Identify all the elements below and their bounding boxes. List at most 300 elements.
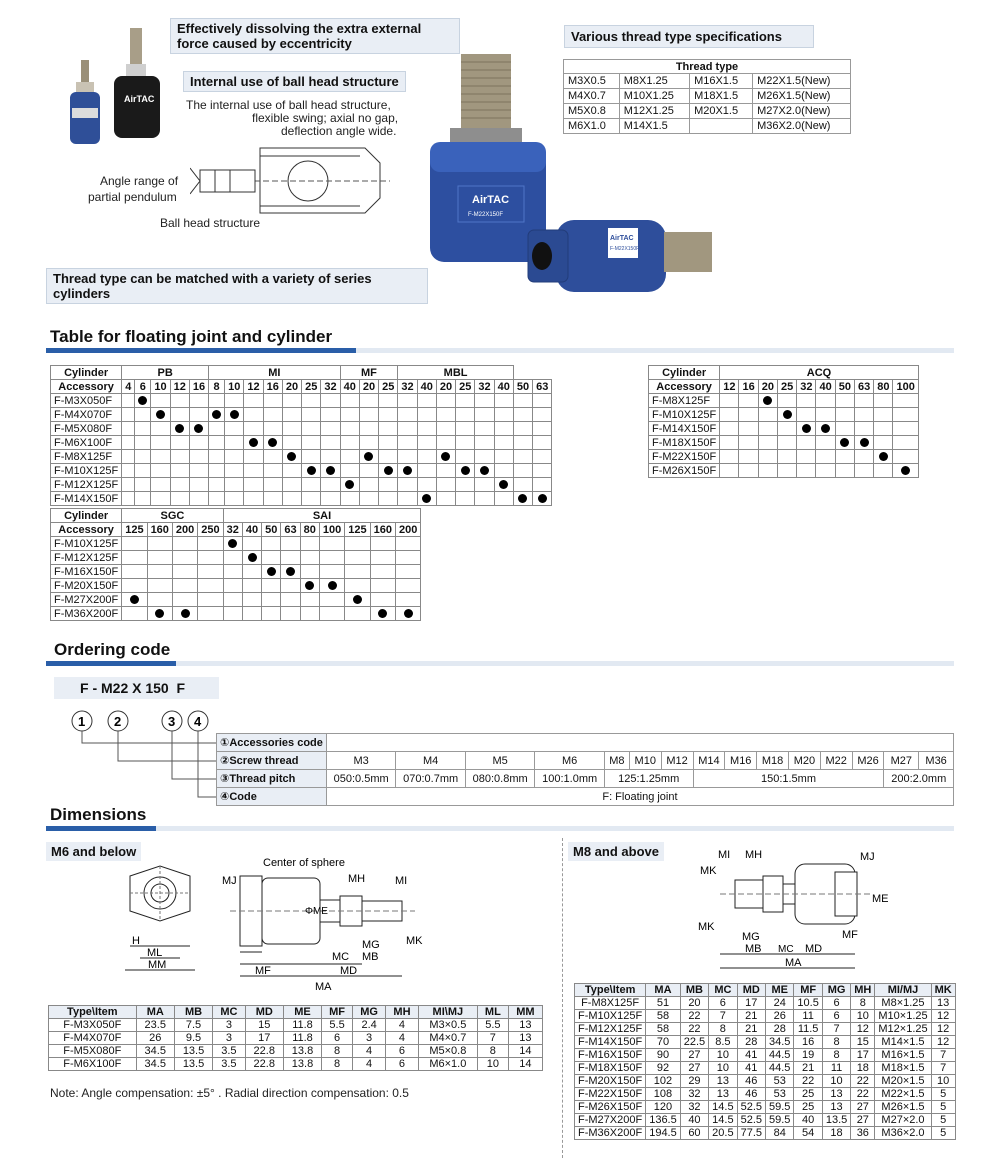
m8-label-mg: MG <box>742 931 760 943</box>
dimension-value: 46 <box>737 1088 765 1101</box>
bore-size: 40 <box>242 523 261 537</box>
dimension-value: M36×2.0 <box>875 1127 931 1140</box>
dimension-value: 22 <box>851 1088 875 1101</box>
bore-size: 8 <box>209 380 225 394</box>
dimension-value: M10×1.25 <box>875 1010 931 1023</box>
m6-label-mf: MF <box>255 965 271 977</box>
match-cell <box>854 436 873 450</box>
dimension-value: 40 <box>794 1114 822 1127</box>
dimension-header: ME <box>766 984 794 997</box>
bore-size: 40 <box>417 380 436 394</box>
ordering-num-4: 4 <box>194 714 202 729</box>
bore-size: 125 <box>345 523 370 537</box>
match-cell <box>370 593 395 607</box>
dimension-value: 22 <box>680 1023 708 1036</box>
m8-label-mb: MB <box>745 943 762 955</box>
match-dot <box>802 424 811 433</box>
match-cell <box>379 436 398 450</box>
match-cell <box>172 593 197 607</box>
match-cell <box>456 464 475 478</box>
callout-ball-head: Internal use of ball head structure <box>183 71 406 92</box>
match-cell <box>720 422 739 436</box>
dimension-value: 10 <box>477 1058 508 1071</box>
match-cell <box>319 607 344 621</box>
ordering-cell: M14 <box>693 752 725 770</box>
ordering-num-3: 3 <box>168 714 176 729</box>
match-cell <box>456 408 475 422</box>
bore-size: 200 <box>395 523 420 537</box>
m6-dimension-table <box>48 1005 543 1071</box>
match-cell <box>533 492 552 506</box>
dimension-value: 6 <box>386 1058 418 1071</box>
match-cell <box>198 551 223 565</box>
match-cell <box>835 422 854 436</box>
bore-size: 63 <box>854 380 873 394</box>
dimension-value: 13.5 <box>174 1045 212 1058</box>
dimension-value: M20×1.5 <box>875 1075 931 1088</box>
dimension-value: 13 <box>709 1088 737 1101</box>
match-cell <box>494 464 513 478</box>
match-cell <box>262 565 281 579</box>
ordering-code-table <box>216 733 954 806</box>
dimension-header: ME <box>283 1006 321 1019</box>
match-cell <box>379 394 398 408</box>
thread-cell: M4X0.7 <box>564 89 620 104</box>
match-cell <box>189 394 208 408</box>
dimension-value: 10 <box>709 1062 737 1075</box>
dimension-value: 17 <box>245 1032 283 1045</box>
match-cell <box>170 436 189 450</box>
match-cell <box>777 464 796 478</box>
ordering-row-text: Accessories code <box>229 736 323 749</box>
match-cell <box>209 450 225 464</box>
dimension-header: Type\Item <box>49 1006 137 1019</box>
accessory-model: F-M10X125F <box>649 408 720 422</box>
dimension-value: 5 <box>931 1127 955 1140</box>
match-cell <box>475 408 494 422</box>
ordering-cell: M18 <box>757 752 789 770</box>
dimension-row <box>49 1058 543 1071</box>
match-cell <box>475 492 494 506</box>
dimension-header: MA <box>646 984 681 997</box>
thread-cell: M26X1.5(New) <box>753 89 851 104</box>
match-cell <box>816 408 835 422</box>
accessory-model: F-M16X150F <box>51 565 122 579</box>
match-cell <box>135 408 151 422</box>
dimension-value: 34.5 <box>766 1036 794 1049</box>
match-cell <box>395 579 420 593</box>
bore-size: 12 <box>720 380 739 394</box>
match-cell <box>151 478 170 492</box>
bore-size: 4 <box>122 380 135 394</box>
dimension-type: F-M18X150F <box>575 1062 646 1075</box>
dimension-row <box>575 1010 956 1023</box>
accessory-row <box>51 464 552 478</box>
match-cell <box>893 394 918 408</box>
thread-cell: M8X1.25 <box>619 74 689 89</box>
match-dot <box>345 480 354 489</box>
match-cell <box>395 565 420 579</box>
accessory-model: F-M5X080F <box>51 422 122 436</box>
ordering-row-num: ① <box>220 736 230 749</box>
match-cell <box>720 408 739 422</box>
size-header-row <box>51 523 421 537</box>
match-cell <box>122 394 135 408</box>
dimension-value: 17 <box>851 1049 875 1062</box>
size-header-row <box>649 380 919 394</box>
match-cell <box>172 551 197 565</box>
dimension-value: 27 <box>680 1049 708 1062</box>
section-dimensions-title: Dimensions <box>50 805 147 824</box>
dimension-value: 5 <box>931 1114 955 1127</box>
ordering-cell: 200:2.0mm <box>884 770 954 788</box>
match-cell <box>223 579 242 593</box>
dimension-value: 8 <box>322 1045 353 1058</box>
dimension-value: 12 <box>931 1023 955 1036</box>
match-cell <box>417 408 436 422</box>
match-cell <box>319 579 344 593</box>
bore-size: 16 <box>739 380 758 394</box>
thread-cell <box>690 119 753 134</box>
match-cell <box>209 394 225 408</box>
match-cell <box>494 408 513 422</box>
size-header-row <box>51 380 552 394</box>
match-dot <box>212 410 221 419</box>
dimension-value: 102 <box>646 1075 681 1088</box>
dimension-value: M12×1.25 <box>875 1023 931 1036</box>
match-cell <box>340 450 359 464</box>
match-cell <box>816 464 835 478</box>
match-cell <box>223 537 242 551</box>
match-cell <box>398 422 417 436</box>
accessory-row <box>649 450 919 464</box>
match-cell <box>436 478 455 492</box>
dimension-value: 22.5 <box>680 1036 708 1049</box>
ball-head-drawing <box>190 138 395 223</box>
ball-note-3: deflection angle wide. <box>281 124 397 138</box>
match-cell <box>436 408 455 422</box>
match-cell <box>379 464 398 478</box>
m6-label-md: MD <box>340 965 358 977</box>
dimension-row <box>575 1036 956 1049</box>
dimension-value: 5.5 <box>322 1019 353 1032</box>
dimension-value: 32 <box>680 1101 708 1114</box>
accessory-model: F-M20X150F <box>51 579 122 593</box>
dimension-row <box>575 1062 956 1075</box>
dimension-value: 29 <box>680 1075 708 1088</box>
match-cell <box>533 408 552 422</box>
match-cell <box>456 394 475 408</box>
dimension-value: 21 <box>737 1010 765 1023</box>
series-name: MF <box>340 366 398 380</box>
match-cell <box>263 464 282 478</box>
dimension-value: 22 <box>794 1075 822 1088</box>
dimension-value: 20 <box>680 997 708 1010</box>
match-cell <box>359 408 378 422</box>
bore-size: 40 <box>494 380 513 394</box>
match-cell <box>513 394 532 408</box>
cylinder-header-row <box>51 366 552 380</box>
callout-various-thread: Various thread type specifications <box>564 25 814 48</box>
ordering-row <box>217 788 954 806</box>
dimension-value: 51 <box>646 997 681 1010</box>
m6-label-center: Center of sphere <box>263 857 345 869</box>
dimension-value: 22 <box>851 1075 875 1088</box>
match-cell <box>797 450 816 464</box>
accessory-row <box>51 579 421 593</box>
dimension-value: 11.8 <box>283 1019 321 1032</box>
bore-size: 20 <box>758 380 777 394</box>
dimension-value: 41 <box>737 1062 765 1075</box>
match-cell <box>281 607 300 621</box>
match-cell <box>189 422 208 436</box>
ball-head-label: Ball head structure <box>160 216 261 230</box>
cylinder-label: Cylinder <box>51 509 122 523</box>
match-cell <box>198 565 223 579</box>
match-cell <box>122 436 135 450</box>
pb-mi-mf-mbl-table <box>50 365 552 506</box>
dimension-row <box>575 1023 956 1036</box>
match-cell <box>189 408 208 422</box>
cylinder-label: Cylinder <box>649 366 720 380</box>
m6-label-mc: MC <box>332 951 350 963</box>
match-cell <box>533 450 552 464</box>
match-dot <box>326 466 335 475</box>
dimension-value: M6×1.0 <box>418 1058 477 1071</box>
thread-cell: M36X2.0(New) <box>753 119 851 134</box>
dimension-value: 7 <box>709 1010 737 1023</box>
match-cell <box>475 450 494 464</box>
match-cell <box>198 607 223 621</box>
cylinder-header-row <box>649 366 919 380</box>
match-dot <box>248 553 257 562</box>
match-cell <box>739 450 758 464</box>
match-cell <box>225 478 244 492</box>
match-cell <box>417 394 436 408</box>
match-cell <box>475 464 494 478</box>
match-cell <box>170 422 189 436</box>
dimension-value: 7 <box>477 1032 508 1045</box>
dimension-row <box>49 1019 543 1032</box>
dimension-value: 19 <box>794 1049 822 1062</box>
accessory-row <box>51 408 552 422</box>
dimension-header: MF <box>322 1006 353 1019</box>
accessory-label: Accessory <box>51 523 122 537</box>
dimension-value: 8 <box>822 1049 850 1062</box>
dimension-value: 4 <box>386 1032 418 1045</box>
dimension-value: 12 <box>931 1010 955 1023</box>
match-cell <box>345 579 370 593</box>
match-cell <box>263 492 282 506</box>
match-cell <box>321 492 340 506</box>
dimension-row <box>575 1088 956 1101</box>
dimension-header: MH <box>386 1006 418 1019</box>
ordering-row-num: ④ <box>220 790 230 803</box>
dimension-value: 10 <box>822 1075 850 1088</box>
m8-label-mk1: MK <box>700 865 717 877</box>
dimension-value: 13.8 <box>283 1058 321 1071</box>
bore-size: 20 <box>282 380 301 394</box>
match-dot <box>228 539 237 548</box>
dimension-value: 12 <box>931 1036 955 1049</box>
match-cell <box>359 394 378 408</box>
thread-cell: M6X1.0 <box>564 119 620 134</box>
ordering-num-2: 2 <box>114 714 122 729</box>
match-cell <box>242 565 261 579</box>
dimension-row <box>575 1049 956 1062</box>
dimension-value: 23.5 <box>136 1019 174 1032</box>
match-cell <box>147 607 172 621</box>
m6-label-mi: MI <box>395 875 408 887</box>
match-cell <box>395 593 420 607</box>
dimension-header: MA <box>136 1006 174 1019</box>
dimension-value: 28 <box>737 1036 765 1049</box>
bore-size: 12 <box>170 380 189 394</box>
match-cell <box>282 464 301 478</box>
match-cell <box>242 593 261 607</box>
match-cell <box>122 607 147 621</box>
match-cell <box>398 478 417 492</box>
match-cell <box>300 579 319 593</box>
match-dot <box>175 424 184 433</box>
match-cell <box>147 537 172 551</box>
match-cell <box>151 436 170 450</box>
match-cell <box>262 551 281 565</box>
accessory-model: F-M14X150F <box>51 492 122 506</box>
match-cell <box>135 492 151 506</box>
bore-size: 63 <box>281 523 300 537</box>
match-cell <box>816 436 835 450</box>
match-cell <box>300 607 319 621</box>
section-floating-joint-title: Table for floating joint and cylinder <box>50 327 333 346</box>
match-cell <box>513 408 532 422</box>
match-cell <box>874 394 893 408</box>
dimension-value: 6 <box>822 1010 850 1023</box>
dimension-header: MK <box>931 984 955 997</box>
match-cell <box>758 422 777 436</box>
m8-label-me: ME <box>872 893 889 905</box>
match-dot <box>403 466 412 475</box>
match-cell <box>321 422 340 436</box>
m6-label-ml: ML <box>147 947 163 959</box>
dimension-value: 77.5 <box>737 1127 765 1140</box>
ordering-row-num: ② <box>220 754 230 767</box>
match-cell <box>513 422 532 436</box>
bore-size: 50 <box>835 380 854 394</box>
thread-type-table <box>563 59 851 134</box>
match-cell <box>340 478 359 492</box>
dimension-value: 14.5 <box>709 1114 737 1127</box>
match-cell <box>777 450 796 464</box>
match-cell <box>777 394 796 408</box>
match-dot <box>404 609 413 618</box>
dimension-value: 13 <box>931 997 955 1010</box>
m6-note: Note: Angle compensation: ±5° . Radial direction compensation: 0.5 <box>50 1086 409 1100</box>
match-dot <box>901 466 910 475</box>
match-cell <box>122 565 147 579</box>
dimension-value: 13 <box>822 1101 850 1114</box>
match-cell <box>893 408 918 422</box>
bore-size: 20 <box>359 380 378 394</box>
match-cell <box>854 464 873 478</box>
match-cell <box>359 436 378 450</box>
m6-drawing <box>100 856 430 996</box>
match-cell <box>533 422 552 436</box>
dimension-value: M3×0.5 <box>418 1019 477 1032</box>
ordering-row <box>217 734 954 752</box>
match-cell <box>379 478 398 492</box>
match-cell <box>281 537 300 551</box>
dimension-header: MF <box>794 984 822 997</box>
match-cell <box>533 436 552 450</box>
match-cell <box>893 464 918 478</box>
match-cell <box>135 450 151 464</box>
match-cell <box>223 593 242 607</box>
match-cell <box>198 593 223 607</box>
dimension-type: F-M4X070F <box>49 1032 137 1045</box>
match-cell <box>475 436 494 450</box>
dimension-value: 52.5 <box>737 1114 765 1127</box>
match-cell <box>198 537 223 551</box>
ball-note-1: The internal use of ball head structure, <box>186 98 391 112</box>
m8-label-mk2: MK <box>698 921 715 933</box>
dimension-value: 7 <box>822 1023 850 1036</box>
match-cell <box>170 492 189 506</box>
accessory-model: F-M36X200F <box>51 607 122 621</box>
match-cell <box>282 394 301 408</box>
dimension-header: MD <box>737 984 765 997</box>
ordering-cell: M36 <box>919 752 954 770</box>
match-cell <box>151 394 170 408</box>
dimension-value: 44.5 <box>766 1049 794 1062</box>
dimension-value: 14 <box>508 1058 542 1071</box>
dimension-type: F-M6X100F <box>49 1058 137 1071</box>
match-cell <box>854 450 873 464</box>
dimension-value: 13 <box>822 1088 850 1101</box>
dimension-type: F-M26X150F <box>575 1101 646 1114</box>
match-dot <box>821 424 830 433</box>
dimension-type: F-M36X200F <box>575 1127 646 1140</box>
dimension-value: 4 <box>386 1019 418 1032</box>
dimension-type: F-M14X150F <box>575 1036 646 1049</box>
match-cell <box>300 565 319 579</box>
match-cell <box>513 450 532 464</box>
model-rotated: F-M22X150F <box>610 246 640 252</box>
dimension-value: 21 <box>737 1023 765 1036</box>
match-cell <box>225 422 244 436</box>
match-cell <box>302 408 321 422</box>
match-cell <box>797 394 816 408</box>
accessory-row <box>649 394 919 408</box>
match-cell <box>379 450 398 464</box>
match-cell <box>151 464 170 478</box>
dimension-type: F-M27X200F <box>575 1114 646 1127</box>
match-cell <box>816 450 835 464</box>
match-cell <box>321 394 340 408</box>
dimension-header: MC <box>213 1006 245 1019</box>
dimension-type: F-M20X150F <box>575 1075 646 1088</box>
match-dot <box>194 424 203 433</box>
match-cell <box>720 450 739 464</box>
match-cell <box>874 450 893 464</box>
acq-table <box>648 365 919 478</box>
ordering-row <box>217 770 954 788</box>
ordering-cell: 125:1.25mm <box>604 770 693 788</box>
bore-size: 12 <box>244 380 263 394</box>
match-cell <box>223 551 242 565</box>
dimension-header: MH <box>851 984 875 997</box>
match-cell <box>135 478 151 492</box>
